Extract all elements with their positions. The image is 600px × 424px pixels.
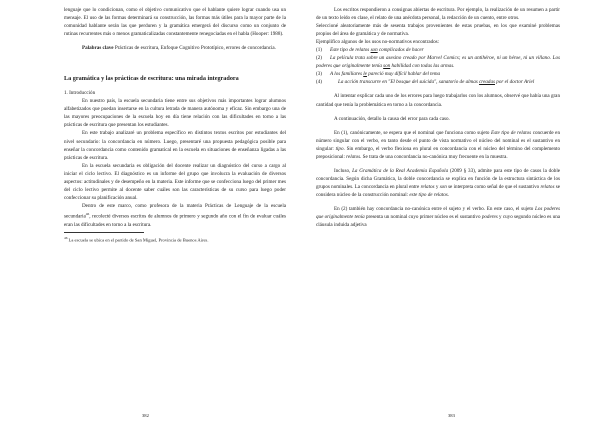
subsection-heading: 1. Introducción xyxy=(64,90,96,97)
example-3: (3) A los familiares le pareció muy difícil hablar del tema xyxy=(316,71,441,78)
paragraph: En este trabajo analizaré un problema específico en distintos textos escritos por estudiantes del nivel secundario: la concordancia en número. Luego, presentaré una propuesta pedagógica posible para enseñar la concordancia como contenido gramatical en la escuela en situaciones de enseñanza ligadas a las prácticas de escritura. xyxy=(64,130,286,161)
paragraph: En nuestro país, la escuela secundaria tiene entre sus objetivos más importantes lograr alumnos alfabetizados que puedan insertarse en la cultura letrada de manera autónoma y eficaz. Sin embargo una de las mayores preocupaciones de la escuela hoy en día tiene relación con las dificultades en torno a las prácticas de escritura que presentan los estudiantes. xyxy=(64,98,286,129)
paragraph: En (2) también hay concordancia no-canónica entre el sujeto y el verbo. En este caso, el sujeto Los poderes que originalmente tenía presenta un nominal cuyo primer núcleo es el sustantivo poderes y cuyo segundo núcleo es una cláusula induida adjetiva xyxy=(316,205,561,229)
example-2: (2) La película trata sobre un asesino creado por Marvel Comics; es un antihéroe, ni un héroe, ni un villano. Los poderes que originalmente tenía son habilidad con todas las armas. xyxy=(316,55,560,70)
paragraph: En (1), canónicamente, se espera que el nominal que funciona como sujeto Este tipo de relatos concuerde en número singular con el verbo, en tanto desde el punto de vista normativo el núcleo del nominal es el sustantivo en singular: tipo. Sin embargo, el verbo flexiona en plural en concordancia con el núcleo del término del complemento preposicional: relatos. Se trata de una concordancia no-canónica muy frecuente en la muestra. xyxy=(316,129,560,160)
paragraph: En la escuela secundaria es obligación del docente realizar un diagnóstico del curso a cargo al iniciar el ciclo lectivo. El diagnóstico es un informe del grupo que involucra la evaluación de diversos aspectos: actitudinales y de desempeño en la materia. Este informe que se confecciona luego del primer mes del ciclo lectivo permite al docente saber cuáles son las características de su curso para luego poder confeccionar su planificación anual. xyxy=(64,162,286,201)
paragraph: Incluso, La Gramática de la Real Academia Española (2009 § 33), admite para este tipo de casos la doble concordancia. Según dicha Gramática, la doble concordancia se explica en función de la estructura sintáctica de los grupos nominales. La concordancia en plural entre relatos y son se interpreta como señal de que el sustantivo relatos se considera núcleo de la construcción nominal: este tipo de relatos. xyxy=(316,167,561,198)
intro-paragraph: lenguaje que lo condicionan, como el objetivo comunicativo que el hablante quiere lograr cuando usa un mensaje. El uso de las formas determinará su construcción, las formas más útiles para la mayor parte de la comunidad hablante serán las que perduren y la gramática emergerá del discurso como un conjunto de rutinas recurrentes más o menos gramaticalizadas constantemente renegociadas en el habla (Hooper: 1988). xyxy=(64,7,286,38)
section-title: La gramática y las prácticas de escritura: una mirada integradora xyxy=(64,75,239,83)
right-page xyxy=(300,0,600,424)
example-1: (1) Este tipo de relatos son complicados de hacer xyxy=(316,47,424,54)
example-4: (4) La acción transcurre en "El bosque del suicida", sanatorio de almas creadas por el doctor Ariel xyxy=(316,79,535,86)
keywords xyxy=(64,44,286,52)
page-number: 382 xyxy=(142,413,149,418)
keywords-label: Palabras clave xyxy=(82,45,114,52)
paragraph: Ejemplifico algunos de los usos no-normativos encontrados: xyxy=(316,39,440,46)
page-number: 383 xyxy=(448,413,455,418)
footnote-mark: 46 xyxy=(64,235,68,240)
footnote xyxy=(64,235,286,244)
paragraph: A continuación, detallo la causa del error para cada caso. xyxy=(334,115,450,122)
footnote-divider xyxy=(64,232,144,233)
footnote-text: La escuela se ubica en el partido de San Miguel, Provincia de Buenos Aires. xyxy=(68,237,209,243)
footnote-ref[interactable]: 46 xyxy=(85,211,90,216)
paragraph: Los escritos respondieron a consignas abiertas de escritura. Por ejemplo, la realización de un resumen a partir de un texto leído en clase, el relato de una anécdota personal, la redacción de un cuento, entre otros. xyxy=(316,7,560,22)
paragraph: Al intentar explicar cada uno de los errores para luego trabajarlos con los alumnos, observé que había una gran cantidad que tenía la problemática en torno a la concordancia. xyxy=(316,93,560,108)
paragraph: Seleccioné aleatoriamente más de sesenta trabajos provenientes de estas pruebas, en los que examiné problemas propios del área de gramática y de normativa. xyxy=(316,23,560,38)
keywords-text: Prácticas de escritura, Enfoque Cognitivo Prototípico, errores de concordancia. xyxy=(114,45,276,52)
paragraph: Dentro de este marco, como profesora de la materia Prácticas de Lenguaje de la escuela secundaria$^{46}$, recolecté diversos escritos de alumnos de primero y segundo año con el fin de evaluar cuáles eran las dificultades en torno a la escritura. xyxy=(64,202,286,228)
